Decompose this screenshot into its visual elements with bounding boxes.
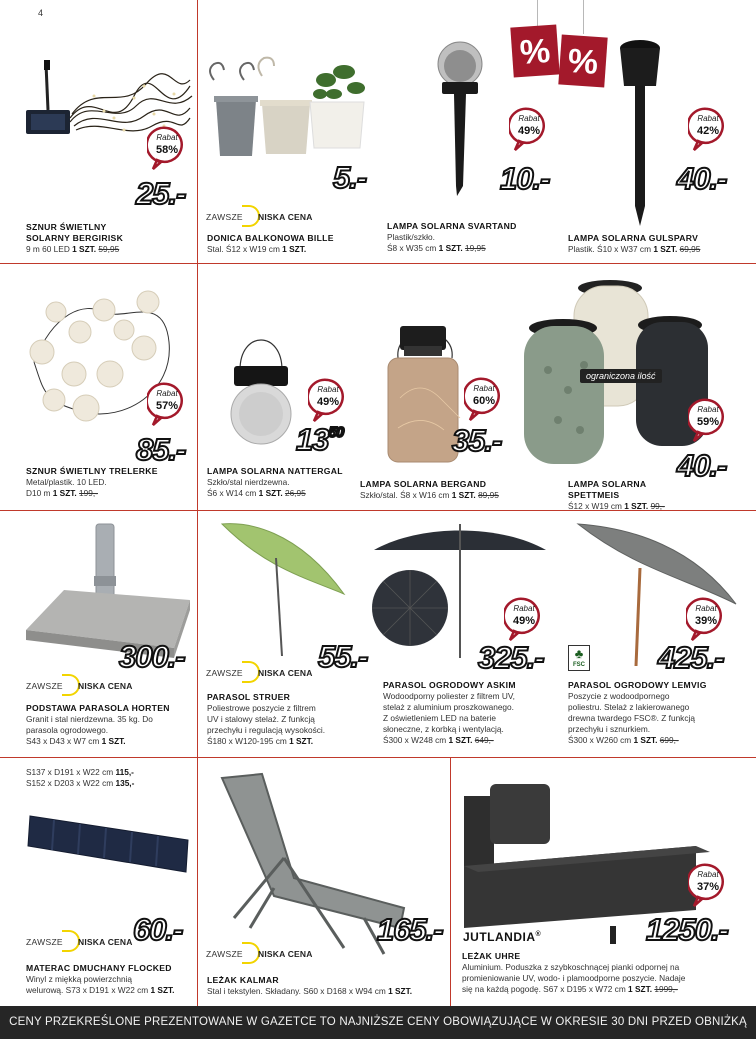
price: 85.- [136, 432, 186, 467]
rabat-label: Rabat [156, 133, 178, 142]
product-name: LAMPA SOLARNA SPETTMEIS [568, 479, 647, 500]
quantity: 1 SZT. [628, 984, 653, 994]
quantity: 1 SZT. [448, 735, 473, 745]
product-name: MATERAC DMUCHANY FLOCKED [26, 963, 172, 973]
product-name: LAMPA SOLARNA SVARTAND [387, 221, 517, 231]
product-desc: Granit i stal nierdzewna. 35 kg. Do [26, 714, 153, 724]
price: 425.- [658, 640, 724, 675]
product-desc: Aluminium. Poduszka z szybkoschnącej pianki odpornej na [462, 962, 680, 972]
product-info [207, 975, 447, 997]
old-price: 699,- [659, 735, 679, 745]
divider [0, 757, 756, 758]
product-desc: Poliestrowe poszycie z filtrem [207, 703, 316, 713]
product-name: LAMPA SOLARNA GULSPARV [568, 233, 699, 243]
variant-price: 115,- [115, 767, 134, 777]
product-name: PARASOL OGRODOWY LEMVIG [568, 680, 707, 690]
zawsze-text: ZAWSZE [206, 668, 243, 678]
product-info [26, 963, 196, 996]
rabat-percent: 42% [696, 125, 720, 137]
rabat-badge [147, 381, 187, 427]
discount-tag: % [510, 24, 559, 77]
limited-quantity-badge: ograniczona ilość [580, 369, 662, 383]
product-info [568, 680, 748, 746]
divider [197, 758, 198, 1006]
brand-logo [463, 930, 541, 944]
product-desc: S43 x D43 x W7 cm [26, 736, 100, 746]
product-name: LEŻAK KALMAR [207, 975, 279, 985]
product-desc: Ś12 x W19 cm [568, 501, 622, 511]
product-info [207, 233, 377, 255]
product-desc: UV i stalowy stelaż. Z funkcją [207, 714, 315, 724]
rabat-percent: 58% [155, 144, 179, 156]
zawsze-text: ZAWSZE [206, 212, 243, 222]
product-name: LAMPA SOLARNA NATTERGAL [207, 466, 343, 476]
quantity: 1 SZT. [388, 986, 413, 996]
rabat-percent: 60% [472, 395, 496, 407]
zawsze-text: ZAWSZE [206, 949, 243, 959]
product-desc: Ś180 x W120-195 cm [207, 736, 287, 746]
quantity: 1 SZT. [633, 735, 658, 745]
old-price: 1999,- [654, 984, 678, 994]
quantity: 1 SZT. [282, 244, 307, 254]
price [296, 424, 343, 455]
product-desc: Stal i tekstylen. Składany. S60 x D168 x W94 cm [207, 986, 386, 996]
product-name: SZNUR ŚWIETLNY [26, 222, 107, 232]
quantity: 1 SZT. [101, 736, 126, 746]
product-info [462, 951, 752, 995]
product-image-solar-lamp-gulsparv [618, 38, 662, 228]
quantity: 1 SZT. [289, 736, 314, 746]
divider [197, 511, 198, 757]
fsc-logo [568, 645, 590, 671]
product-desc: słoneczne, z korbką i wentylacją. [383, 724, 504, 734]
product-desc: drewna twardego FSC®. Z funkcją [568, 713, 695, 723]
product-name: PARASOL OGRODOWY ASKIM [383, 680, 516, 690]
rabat-label: Rabat [697, 114, 719, 123]
rabat-badge [688, 106, 728, 152]
product-image-parasol-struer [216, 518, 346, 658]
product-info [26, 703, 196, 747]
product-name: DONICA BALKONOWA BILLE [207, 233, 334, 243]
quantity: 1 SZT. [150, 985, 175, 995]
variant-prices [26, 767, 196, 789]
product-name: LEŻAK UHRE [462, 951, 521, 961]
price: 1250.- [646, 912, 728, 947]
zawsze-niska-cena-logo [26, 676, 156, 696]
old-price: 59,95 [98, 244, 120, 254]
product-desc: stelaż z aluminium proszkowanego. [383, 702, 514, 712]
old-price: 89,95 [478, 490, 499, 500]
product-name: SZNUR ŚWIETLNY TRELERKE [26, 466, 158, 476]
rabat-percent: 59% [696, 416, 720, 428]
rabat-percent: 57% [155, 400, 179, 412]
rabat-badge [308, 377, 348, 423]
price-main: 13 [296, 422, 329, 457]
product-desc: Ś8 x W35 cm [387, 243, 437, 253]
rabat-label: Rabat [317, 385, 339, 394]
tree-icon: ♣ [574, 646, 584, 661]
rabat-percent: 49% [512, 615, 536, 627]
niska-cena-text: NISKA CENA [258, 212, 313, 222]
rabat-label: Rabat [156, 389, 178, 398]
quantity: 1 SZT. [451, 490, 476, 500]
product-info [387, 221, 562, 254]
product-name: PODSTAWA PARASOLA HORTEN [26, 703, 170, 713]
price: 60.- [133, 912, 183, 947]
price: 300.- [119, 639, 185, 674]
product-desc: przechyłu i sznurkiem. [568, 724, 651, 734]
price: 40.- [677, 161, 727, 196]
tag-string [583, 0, 584, 34]
niska-cena-text: NISKA CENA [78, 681, 133, 691]
price: 55.- [318, 639, 368, 674]
product-desc: Poszycie z wodoodpornego [568, 691, 670, 701]
product-name: LAMPA SOLARNA BERGAND [360, 479, 487, 489]
variant-price: 135,- [115, 778, 135, 788]
zawsze-text: ZAWSZE [26, 937, 63, 947]
rabat-percent: 37% [696, 881, 720, 893]
divider [0, 263, 756, 264]
rabat-badge [686, 596, 726, 642]
old-price: 19,95 [464, 243, 486, 253]
product-desc: Wodoodporny poliester z filtrem UV, [383, 691, 515, 701]
discount-tag: % [558, 34, 607, 87]
product-desc: D10 m [26, 488, 51, 498]
product-desc: Metal/plastik. 10 LED. [26, 477, 107, 487]
product-desc: welurową. S73 x D191 x W22 cm [26, 985, 149, 995]
rabat-label: Rabat [513, 604, 535, 613]
rabat-badge [688, 862, 728, 908]
product-info [207, 692, 377, 747]
product-desc: Z oświetleniem LED na baterie [383, 713, 496, 723]
product-desc: Plastik. Ś10 x W37 cm [568, 244, 651, 254]
product-desc: Ś300 x W248 cm [383, 735, 447, 745]
product-image-solar-lamp-nattergal [226, 320, 296, 460]
product-name: PARASOL STRUER [207, 692, 291, 702]
rabat-badge [509, 106, 549, 152]
brand-name: JUTLANDIA [463, 930, 536, 944]
product-desc: poliestru. Stelaż z lakierowanego [568, 702, 690, 712]
footer-disclaimer: CENY PRZEKREŚLONE PREZENTOWANE W GAZETCE TO NAJNIŻSZE CENY OBOWIĄZUJĄCE W OKRESIE 30 DNI PRZED OBNIŻKĄ [0, 1006, 756, 1039]
quantity: 1 SZT. [653, 244, 678, 254]
rabat-label: Rabat [697, 870, 719, 879]
quantity: 1 SZT. [52, 488, 77, 498]
product-desc: Szkło/stal. Ś8 x W16 cm [360, 490, 450, 500]
rabat-badge [147, 125, 187, 171]
zawsze-niska-cena-logo [206, 207, 336, 227]
registered-mark: ® [535, 931, 542, 938]
product-desc: się na każdą pogodę. S67 x D195 x W72 cm [462, 984, 626, 994]
price: 10.- [500, 161, 550, 196]
product-desc: Plastik/szkło. [387, 232, 435, 242]
product-desc: 9 m 60 LED [26, 244, 70, 254]
product-image-air-mattress [24, 806, 190, 876]
product-info [26, 466, 194, 499]
zawsze-text: ZAWSZE [26, 681, 63, 691]
niska-cena-text: NISKA CENA [258, 668, 313, 678]
price: 325.- [478, 640, 544, 675]
old-price: 99,- [650, 501, 665, 511]
page-number: 4 [38, 8, 44, 18]
price: 25.- [136, 176, 186, 211]
product-info [26, 222, 194, 255]
price: 35.- [452, 423, 502, 458]
product-desc: parasola ogrodowego. [26, 725, 109, 735]
rabat-badge [688, 397, 728, 443]
product-desc: Winyl z miękką powierzchnią [26, 974, 133, 984]
product-desc: przechyłu i regulacją wysokości. [207, 725, 326, 735]
quantity: 1 SZT. [624, 501, 649, 511]
tag-string [537, 0, 538, 26]
rabat-badge [464, 376, 504, 422]
product-desc: Ś300 x W260 cm [568, 735, 632, 745]
price: 5.- [333, 160, 367, 195]
rabat-percent: 39% [694, 615, 718, 627]
price: 165.- [377, 912, 443, 947]
variant-size: S137 x D191 x W22 cm [26, 767, 114, 777]
rabat-percent: 49% [316, 396, 340, 408]
divider [197, 0, 198, 263]
quantity: 1 SZT. [258, 488, 283, 498]
product-desc: promieniowanie UV, wodo- i plamoodporne poszycie. Nadaje [462, 973, 686, 983]
rabat-label: Rabat [518, 114, 540, 123]
old-price: 199,- [79, 488, 98, 498]
zawsze-niska-cena-logo [26, 932, 156, 952]
product-desc: Szkło/stal nierdzewna. [207, 477, 290, 487]
quantity: 1 SZT. [438, 243, 463, 253]
rabat-label: Rabat [473, 384, 495, 393]
old-price: 649,- [474, 735, 494, 745]
rabat-percent: 49% [517, 125, 541, 137]
quantity: 1 SZT. [72, 244, 97, 254]
product-image-planters [200, 50, 380, 160]
rabat-label: Rabat [697, 405, 719, 414]
divider [197, 264, 198, 510]
product-desc: Ś6 x W14 cm [207, 488, 257, 498]
product-info [207, 466, 357, 499]
product-info [568, 233, 753, 255]
old-price: 26,95 [284, 488, 306, 498]
zawsze-niska-cena-logo [206, 663, 336, 683]
old-price: 69,95 [679, 244, 701, 254]
rabat-badge [504, 596, 544, 642]
price: 40.- [677, 448, 727, 483]
product-desc: Stal. Ś12 x W19 cm [207, 244, 280, 254]
product-info [383, 680, 563, 746]
niska-cena-text: NISKA CENA [78, 937, 133, 947]
product-image-solar-lamp-svartand [432, 36, 494, 196]
fsc-label: FSC [573, 662, 585, 668]
product-info [360, 479, 555, 501]
product-name: SOLARNY BERGIRISK [26, 233, 124, 243]
product-info [568, 479, 688, 512]
rabat-label: Rabat [695, 604, 717, 613]
niska-cena-text: NISKA CENA [258, 949, 313, 959]
variant-size: S152 x D203 x W22 cm [26, 778, 114, 788]
divider [450, 758, 451, 1006]
zawsze-niska-cena-logo [206, 944, 336, 964]
price-cents: 50 [328, 424, 344, 441]
